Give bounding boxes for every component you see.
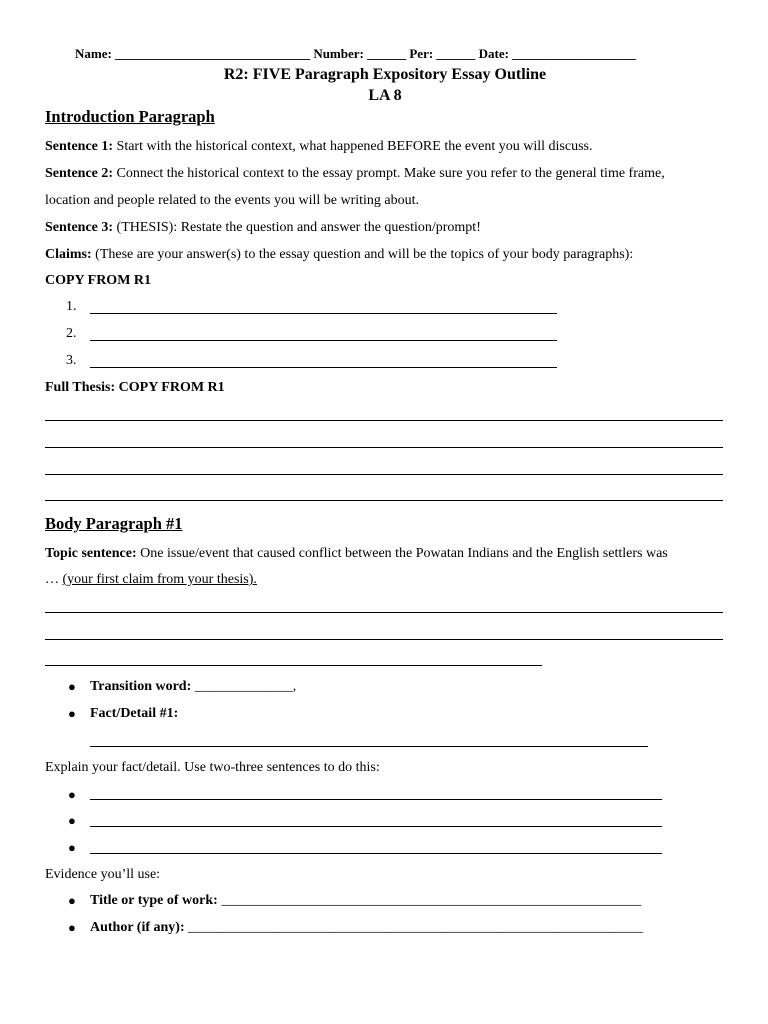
bullet-icon: ● — [68, 787, 76, 802]
document-title: R2: FIVE Paragraph Expository Essay Outline — [223, 66, 547, 83]
thesis-line-4[interactable] — [45, 500, 723, 501]
topic-line-3[interactable] — [45, 665, 542, 666]
claim-number-2: 2. — [66, 326, 77, 341]
topic-line-2[interactable] — [45, 639, 723, 640]
explain-line-2[interactable] — [90, 826, 662, 827]
sentence-2-cont: location and people related to the events you will be writing about. — [45, 193, 420, 208]
topic-sentence: Topic sentence: One issue/event that caused conflict between the Powatan Indians and the English settlers was — [45, 546, 668, 561]
evidence-label: Evidence you’ll use: — [45, 867, 161, 882]
claim-3-line[interactable] — [90, 367, 557, 368]
sentence-3: Sentence 3: (THESIS): Restate the question and answer the question/prompt! — [45, 220, 481, 235]
sentence-1: Sentence 1: Start with the historical context, what happened BEFORE the event you will discuss. — [45, 139, 593, 154]
full-thesis-label: Full Thesis: COPY FROM R1 — [45, 380, 225, 395]
student-info-line: Name: ______________________________ Number: ______ Per: ______ Date: ___________________ — [75, 46, 636, 61]
explain-instructions: Explain your fact/detail. Use two-three sentences to do this: — [45, 760, 380, 775]
explain-line-1[interactable] — [90, 799, 662, 800]
bullet-icon: ● — [68, 679, 76, 694]
claim-number-3: 3. — [66, 353, 77, 368]
thesis-line-1[interactable] — [45, 420, 723, 421]
sentence-2: Sentence 2: Connect the historical context to the essay prompt. Make sure you refer to the general time frame, — [45, 166, 665, 181]
bullet-icon: ● — [68, 920, 76, 935]
thesis-line-2[interactable] — [45, 447, 723, 448]
fact-line[interactable] — [90, 746, 648, 747]
bullet-icon: ● — [68, 706, 76, 721]
claim-number-1: 1. — [66, 299, 77, 314]
title-of-work: Title or type of work: ____________________________________________________________ — [90, 893, 642, 908]
intro-heading: Introduction Paragraph — [45, 107, 215, 126]
claims: Claims: (These are your answer(s) to the essay question and will be the topics of your body paragraphs): — [45, 247, 634, 262]
fact-detail-1: Fact/Detail #1: — [90, 706, 179, 721]
author: Author (if any): _________________________________________________________________ — [90, 920, 644, 935]
thesis-line-3[interactable] — [45, 474, 723, 475]
bullet-icon: ● — [68, 840, 76, 855]
claim-1-line[interactable] — [90, 313, 557, 314]
document-subtitle: LA 8 — [368, 87, 402, 104]
bullet-icon: ● — [68, 893, 76, 908]
transition-word: Transition word: ______________, — [90, 679, 297, 694]
body-1-heading: Body Paragraph #1 — [45, 514, 183, 533]
explain-line-3[interactable] — [90, 853, 662, 854]
copy-from-r1: COPY FROM R1 — [45, 273, 152, 288]
topic-line-1[interactable] — [45, 612, 723, 613]
claim-2-line[interactable] — [90, 340, 557, 341]
bullet-icon: ● — [68, 813, 76, 828]
topic-sentence-cont: … (your first claim from your thesis). — [45, 572, 257, 587]
